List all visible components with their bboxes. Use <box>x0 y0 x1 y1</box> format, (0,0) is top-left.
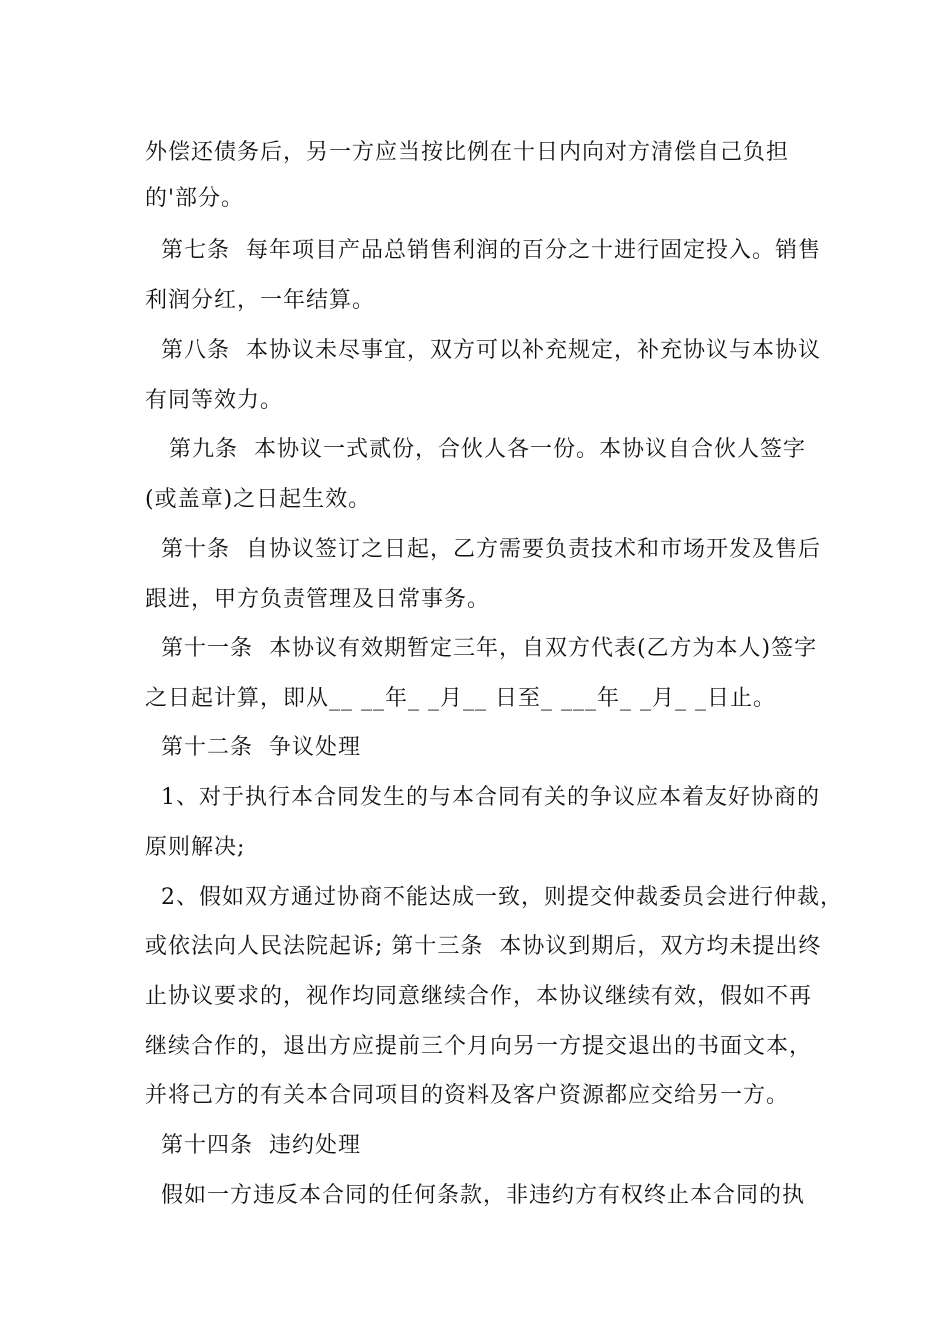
text-line: 之日起计算，即从__ __年_ _月__ 日至_ ___年_ _月_ _日止。 <box>145 686 776 711</box>
text-line: 第十一条 本协议有效期暂定三年，自双方代表(乙方为本人)签字 <box>145 636 818 661</box>
text-line: 第十二条 争议处理 <box>145 735 361 760</box>
text-line: 第十四条 违约处理 <box>145 1133 361 1158</box>
text-line: 利润分红，一年结算。 <box>145 288 376 313</box>
text-line: 有同等效力。 <box>145 388 284 413</box>
text-line: 第九条 本协议一式贰份，合伙人各一份。本协议自合伙人签字 <box>145 437 806 462</box>
text-line: 跟进，甲方负责管理及日常事务。 <box>145 587 491 612</box>
text-line: 1、对于执行本合同发生的与本合同有关的争议应本着友好协商的 <box>145 785 820 810</box>
text-line: 或依法向人民法院起诉; 第十三条 本协议到期后，双方均未提出终 <box>145 934 822 959</box>
text-line: 第七条 每年项目产品总销售利润的百分之十进行固定投入。销售 <box>145 238 821 263</box>
text-line: 并将己方的有关本合同项目的资料及客户资源都应交给另一方。 <box>145 1083 790 1108</box>
text-line: (或盖章)之日起生效。 <box>145 487 372 512</box>
text-line: 的'部分。 <box>145 186 245 211</box>
text-line: 2、假如双方通过协商不能达成一致，则提交仲裁委员会进行仲裁， <box>145 885 843 910</box>
text-line: 第十条 自协议签订之日起，乙方需要负责技术和市场开发及售后 <box>145 537 821 562</box>
text-line: 原则解决; <box>145 835 246 860</box>
text-line: 外偿还债务后，另一方应当按比例在十日内向对方清偿自己负担 <box>145 140 790 165</box>
text-line: 第八条 本协议未尽事宜，双方可以补充规定，补充协议与本协议 <box>145 338 821 363</box>
text-line: 继续合作的，退出方应提前三个月向另一方提交退出的书面文本， <box>145 1034 813 1059</box>
text-line: 假如一方违反本合同的任何条款，非违约方有权终止本合同的执 <box>145 1183 805 1208</box>
text-line: 止协议要求的，视作均同意继续合作，本协议继续有效，假如不再 <box>145 984 813 1009</box>
